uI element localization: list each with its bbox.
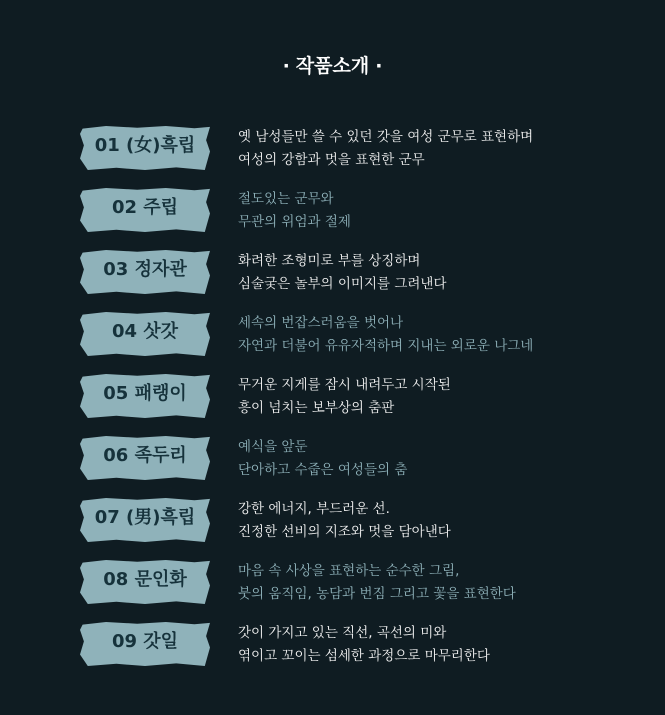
program-label: 07 (男)흑립 [94, 507, 196, 528]
description-line: 엮이고 꼬이는 섬세한 과정으로 마무리한다 [238, 648, 490, 664]
section-title [0, 51, 665, 78]
description-line: 강한 에너지, 부드러운 선. [238, 501, 390, 517]
program-label: 05 패랭이 [103, 383, 187, 404]
description-line: 흥이 넘치는 보부상의 춤판 [238, 400, 395, 416]
program-item [80, 496, 640, 546]
description-line: 붓의 움직임, 농담과 번짐 그리고 꽃을 표현한다 [238, 586, 516, 602]
program-item [80, 372, 640, 422]
description-line: 옛 남성들만 쓸 수 있던 갓을 여성 군무로 표현하며 [238, 129, 534, 145]
program-description [238, 188, 638, 234]
program-item [80, 620, 640, 670]
program-label: 01 (女)흑립 [94, 135, 196, 156]
description-line: 마음 속 사상을 표현하는 순수한 그림, [238, 563, 460, 579]
program-item [80, 248, 640, 298]
program-description [238, 436, 638, 482]
program-label: 03 정자관 [103, 259, 187, 280]
program-description [238, 560, 638, 606]
program-description [238, 250, 638, 296]
page-title: 작품소개 [295, 55, 370, 77]
description-line: 갓이 가지고 있는 직선, 곡선의 미와 [238, 625, 447, 641]
description-line: 무관의 위엄과 절제 [238, 214, 351, 230]
program-label: 09 갓일 [111, 631, 179, 652]
program-label: 04 삿갓 [111, 321, 179, 342]
program-label: 06 족두리 [103, 445, 187, 466]
description-line: 심술궂은 놀부의 이미지를 그려낸다 [238, 276, 447, 292]
description-line: 예식을 앞둔 [238, 439, 308, 455]
program-item [80, 186, 640, 236]
program-item [80, 124, 640, 174]
description-line: 진정한 선비의 지조와 멋을 담아낸다 [238, 524, 451, 540]
program-item [80, 310, 640, 360]
description-line: 무거운 지게를 잠시 내려두고 시작된 [238, 377, 451, 393]
program-item [80, 434, 640, 484]
program-label: 02 주립 [111, 197, 179, 218]
program-description [238, 312, 638, 358]
description-line: 화려한 조형미로 부를 상징하며 [238, 253, 421, 269]
description-line: 단아하고 수줍은 여성들의 춤 [238, 462, 408, 478]
description-line: 절도있는 군무와 [238, 191, 334, 207]
description-line: 자연과 더불어 유유자적하며 지내는 외로운 나그네 [238, 338, 534, 354]
description-line: 세속의 번잡스러움을 벗어나 [238, 315, 404, 331]
description-line: 여성의 강함과 멋을 표현한 군무 [238, 152, 425, 168]
program-description [238, 374, 638, 420]
title-dot-right: · [375, 55, 383, 77]
program-item [80, 558, 640, 608]
title-dot-left: · [282, 55, 290, 77]
program-label: 08 문인화 [103, 569, 187, 590]
program-description [238, 126, 638, 172]
program-description [238, 622, 638, 668]
program-description [238, 498, 638, 544]
